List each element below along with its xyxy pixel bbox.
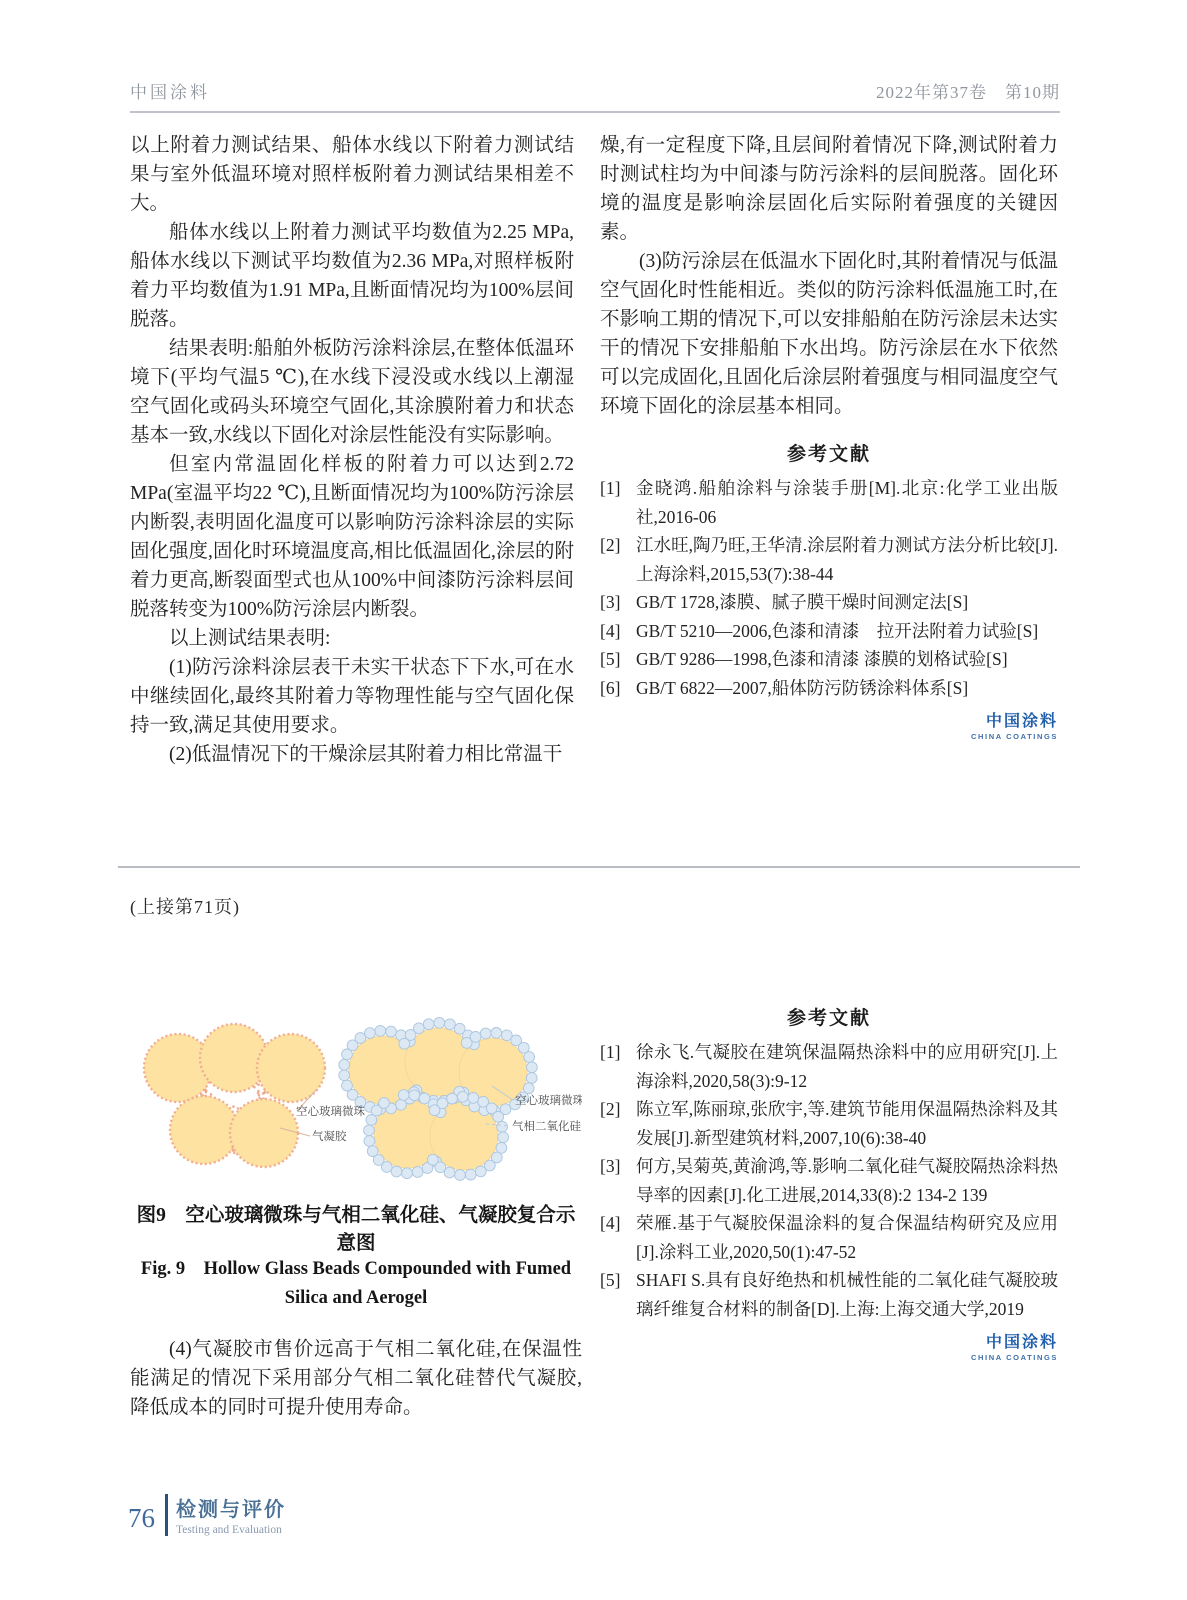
paragraph: (4)气凝胶市售价远高于气相二氧化硅,在保温性能满足的情况下采用部分气相二氧化硅替代气凝胶,降低成本的同时可提升使用寿命。	[130, 1339, 582, 1418]
reference-number: [6]	[600, 677, 621, 698]
page-header	[130, 78, 1060, 113]
reference-text: 徐永飞.气凝胶在建筑保温隔热涂料中的应用研究[J].上海涂料,2020,58(3):9-12	[636, 1042, 1058, 1091]
fumed-silica-cluster	[339, 1017, 538, 1180]
paragraph: 以上测试结果表明:	[169, 628, 331, 649]
reference-number: [1]	[600, 478, 621, 498]
paragraph: 结果表明:船舶外板防污涂料涂层,在整体低温环境下(平均气温5 ℃),在水线下浸没或水线以上潮湿空气固化或码头环境空气固化,其涂膜附着力和状态基本一致,水线以下固化对涂层性能没有实际影响。	[130, 338, 574, 446]
reference-text: 何方,吴菊英,黄渝鸿,等.影响二氧化硅气凝胶隔热涂料热导率的因素[J].化工进展,2014,33(8):2 134-2 139	[636, 1156, 1058, 1205]
aerogel-cluster	[144, 1024, 325, 1167]
continuation-note: (上接第71页)	[130, 897, 240, 917]
logo-en-text: CHINA COATINGS	[971, 1353, 1058, 1362]
reference-item	[600, 645, 1058, 674]
journal-name: 中国涂料	[130, 83, 210, 102]
paragraph: 燥,有一定程度下降,且层间附着情况下降,测试附着力时测试柱均为中间漆与防污涂料的层间脱落。固化环境的温度是影响涂层固化后实际附着强度的关键因素。	[600, 135, 1058, 243]
reference-item	[600, 1095, 1058, 1152]
reference-item	[600, 531, 1058, 588]
reference-text: 江水旺,陶乃旺,王华清.涂层附着力测试方法分析比较[J].上海涂料,2015,53(7):38-44	[636, 535, 1058, 584]
references-heading: 参考文献	[786, 444, 871, 465]
reference-number: [4]	[600, 1213, 621, 1233]
reference-number: [5]	[600, 649, 621, 669]
label-aerogel: 气凝胶	[312, 1131, 347, 1143]
logo-cn-text: 中国涂料	[985, 1334, 1058, 1351]
article1-left-column	[130, 131, 574, 769]
label-hollow-glass-bead-left: 空心玻璃微珠	[296, 1106, 365, 1118]
figure-caption-en-line2: Silica and Aerogel	[284, 1288, 428, 1308]
reference-text: 陈立军,陈丽琼,张欣宇,等.建筑节能用保温隔热涂料及其发展[J].新型建筑材料,2007,10(6):38-40	[636, 1099, 1058, 1148]
reference-number: [2]	[600, 1099, 621, 1119]
reference-number: [3]	[600, 1156, 621, 1176]
figure-caption-en-line1: Fig. 9 Hollow Glass Beads Compounded with Fumed	[140, 1259, 572, 1279]
references-heading: 参考文献	[786, 1008, 871, 1029]
footer-divider-bar	[165, 1494, 168, 1536]
paragraph: 以上附着力测试结果、船体水线以下附着力测试结果与室外低温环境对照样板附着力测试结果相差不大。	[130, 135, 574, 214]
reference-list	[600, 474, 1058, 702]
figure-caption-cn: 图9 空心玻璃微珠与气相二氧化硅、气凝胶复合示意图	[136, 1205, 576, 1254]
china-coatings-logo	[600, 708, 1058, 741]
article2-left-column	[130, 1000, 582, 1422]
reference-list	[600, 1038, 1058, 1323]
paragraph: 船体水线以上附着力测试平均数值为2.25 MPa,船体水线以下测试平均数值为2.36 MPa,对照样板附着力平均数值为1.91 MPa,且断面情况均为100%层间脱落。	[130, 222, 574, 330]
reference-item	[600, 1038, 1058, 1095]
reference-item	[600, 474, 1058, 531]
footer-section-en: Testing and Evaluation	[176, 1524, 282, 1536]
logo-cn-text: 中国涂料	[985, 713, 1058, 730]
reference-item	[600, 1209, 1058, 1266]
paragraph: (2)低温情况下的干燥涂层其附着力相比常温干	[169, 744, 563, 765]
reference-item	[600, 1152, 1058, 1209]
label-hollow-glass-bead-right: 空心玻璃微珠	[515, 1095, 582, 1107]
article1-right-column	[600, 131, 1058, 741]
reference-text: GB/T 9286—1998,色漆和清漆 漆膜的划格试验[S]	[636, 649, 1008, 669]
page-footer	[128, 1493, 286, 1536]
reference-item	[600, 617, 1058, 646]
reference-item	[600, 588, 1058, 617]
reference-text: GB/T 1728,漆膜、腻子膜干燥时间测定法[S]	[636, 592, 969, 612]
reference-number: [4]	[600, 620, 621, 641]
footer-section-cn: 检测与评价	[176, 1499, 286, 1521]
label-fumed-silica: 气相二氧化硅	[512, 1121, 581, 1133]
logo-en-text: CHINA COATINGS	[971, 732, 1058, 741]
article2-right-column	[600, 1003, 1058, 1362]
footer-section	[176, 1493, 286, 1536]
paragraph: 但室内常温固化样板的附着力可以达到2.72 MPa(室温平均22 ℃),且断面情况均为100%防污涂层内断裂,表明固化温度可以影响防污涂料涂层的实际固化强度,固化时环境温度高,相比低温固化,涂层的附着力更高,断裂面型式也从100%中间漆防污涂料层间脱落转变为100%防污涂层内断裂。	[130, 454, 574, 620]
reference-number: [5]	[600, 1270, 621, 1290]
issue-info: 2022年第37卷 第10期	[876, 83, 1060, 102]
reference-text: GB/T 5210—2006,色漆和清漆 拉开法附着力试验[S]	[636, 620, 1039, 641]
figure-9-diagram	[130, 1000, 582, 1182]
reference-text: 金晓鸿.船舶涂料与涂装手册[M].北京:化学工业出版社,2016-06	[636, 478, 1058, 527]
reference-text: 荣雁.基于气凝胶保温涂料的复合保温结构研究及应用[J].涂料工业,2020,50(1):47-52	[636, 1213, 1058, 1262]
page-number: 76	[128, 1503, 155, 1533]
reference-item	[600, 1266, 1058, 1323]
reference-text: SHAFI S.具有良好绝热和机械性能的二氧化硅气凝胶玻璃纤维复合材料的制备[D].上海:上海交通大学,2019	[636, 1270, 1058, 1319]
reference-item	[600, 674, 1058, 703]
section-divider	[118, 866, 1080, 868]
figure-caption-en	[130, 1255, 582, 1313]
reference-number: [2]	[600, 535, 621, 555]
reference-text: GB/T 6822—2007,船体防污防锈涂料体系[S]	[636, 677, 969, 698]
reference-number: [1]	[600, 1042, 621, 1062]
paragraph: (3)防污涂层在低温水下固化时,其附着情况与低温空气固化时性能相近。类似的防污涂料低温施工时,在不影响工期的情况下,可以安排船舶在防污涂层未达实干的情况下安排船舶下水出坞。防污涂层在水下依然可以完成固化,且固化后涂层附着强度与相同温度空气环境下固化的涂层基本相同。	[600, 251, 1058, 417]
china-coatings-logo	[600, 1329, 1058, 1362]
reference-number: [3]	[600, 592, 621, 612]
paragraph: (1)防污涂料涂层表干未实干状态下下水,可在水中继续固化,最终其附着力等物理性能与空气固化保持一致,满足其使用要求。	[130, 657, 574, 736]
